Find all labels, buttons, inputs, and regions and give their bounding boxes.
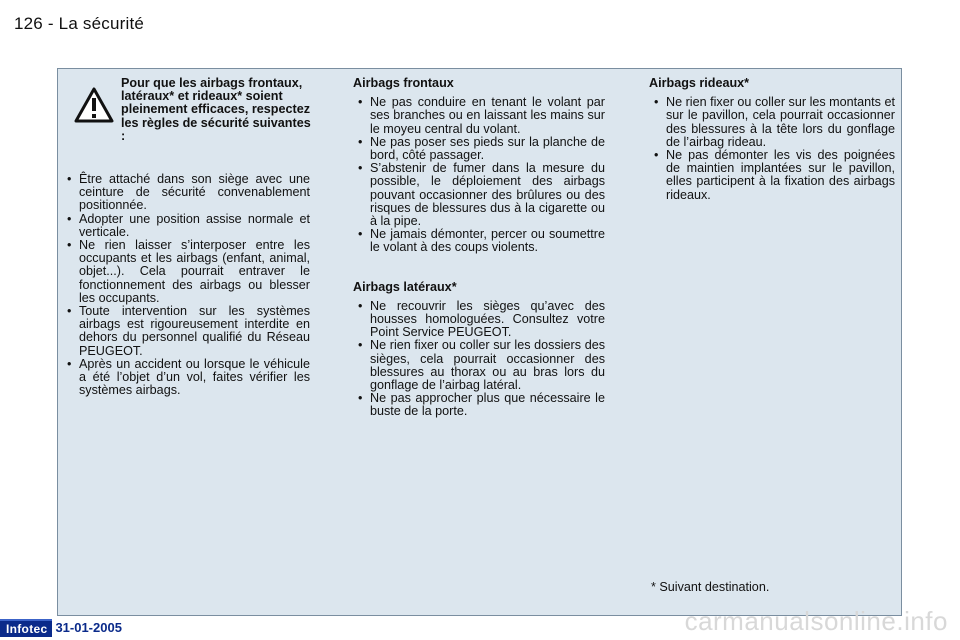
list-item: • Ne pas conduire en tenant le volant par ses branches ou en laissant les mains sur le moyeu central du volant. <box>353 96 605 136</box>
frontal-airbags-title: Airbags frontaux <box>353 76 454 90</box>
column-general-rules <box>62 77 310 397</box>
lateral-airbags-list <box>353 300 605 419</box>
page-title: 126 - La sécurité <box>14 14 145 33</box>
list-item: • Ne recouvrir les sièges qu’avec des housses homologuées. Consultez votre Point Service PEUGEOT. <box>353 300 605 340</box>
list-item: • Ne jamais démonter, percer ou soumettre le volant à des coups violents. <box>353 228 605 254</box>
curtain-airbags-title: Airbags rideaux* <box>649 76 750 90</box>
list-item: • Après un accident ou lorsque le véhicule a été l’objet d’un vol, faites vérifier les systèmes airbags. <box>62 358 310 398</box>
column-frontal-lateral <box>353 77 605 419</box>
frontal-airbags-list <box>353 96 605 254</box>
list-item: • Adopter une position assise normale et verticale. <box>62 213 310 239</box>
list-item: • Être attaché dans son siège avec une ceinture de sécurité convenablement positionnée. <box>62 173 310 213</box>
list-item: • Ne pas approcher plus que nécessaire le buste de la porte. <box>353 392 605 418</box>
list-item: • Toute intervention sur les systèmes airbags est rigoureusement interdite en dehors du personnel qualifié du Réseau PEUGEOT. <box>62 305 310 358</box>
warning-triangle-icon <box>74 87 114 123</box>
footer <box>0 619 122 636</box>
list-item: • Ne rien fixer ou coller sur les montants et sur le pavillon, cela pourrait occasionner des blessures à la tête lors du gonflage de l’airbag rideau. <box>649 96 895 149</box>
general-rules-list <box>62 173 310 397</box>
infotec-logo: Infotec <box>0 619 52 637</box>
footnote: * Suivant destination. <box>651 580 770 594</box>
list-item: • Ne pas démonter les vis des poignées de maintien implantées sur le pavillon, elles participent à la fixation des airbags rideaux. <box>649 149 895 202</box>
safety-panel <box>57 68 902 616</box>
edition-date: 31-01-2005 <box>55 620 122 635</box>
list-item: • Ne rien laisser s’interposer entre les occupants et les airbags (enfant, animal, objet...). Cela pourrait entraver le fonctionnement des airbags ou blesser les occupants. <box>62 239 310 305</box>
column-curtain <box>649 77 895 202</box>
list-item: • Ne rien fixer ou coller sur les dossiers des sièges, cela pourrait occasionner des blessures au thorax ou au bras lors du gonflage de l’airbag latéral. <box>353 339 605 392</box>
curtain-airbags-list <box>649 96 895 202</box>
watermark: carmanualsonline.info <box>684 606 948 636</box>
list-item: • Ne pas poser ses pieds sur la planche de bord, côté passager. <box>353 136 605 162</box>
warning-title: Pour que les airbags frontaux, latéraux* et rideaux* soient pleinement efficaces, respectez les règles de sécurité suivantes : <box>121 76 311 143</box>
warning-block <box>62 77 310 173</box>
list-item: • S’abstenir de fumer dans la mesure du possible, le déploiement des airbags pouvant occasionner des brûlures ou des risques de blessures dus à la cigarette ou à la pipe. <box>353 162 605 228</box>
lateral-airbags-title: Airbags latéraux* <box>353 279 457 294</box>
